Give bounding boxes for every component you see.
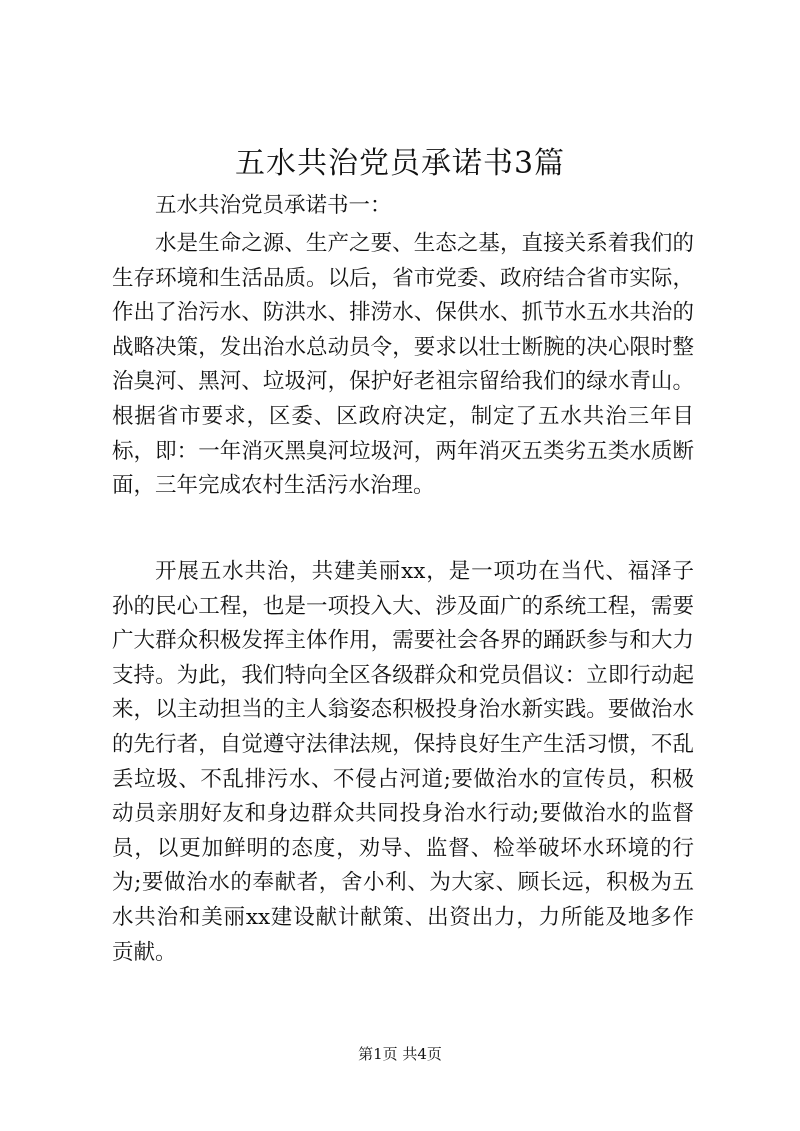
paragraph-body-1: 水是生命之源、生产之要、生态之基，直接关系着我们的生存环境和生活品质。以后，省市党委、政府结合省市实际，作出了治污水、防洪水、排涝水、保供水、抓节水五水共治的战略决策，发出治水总动员令，要求以壮士断腕的决心限时整治臭河、黑河、垃圾河，保护好老祖宗留给我们的绿水青山。根据省市要求，区委、区政府决定，制定了五水共治三年目标，即：一年消灭黑臭河垃圾河，两年消灭五类劣五类水质断面，三年完成农村生活污水治理。 [112, 231, 694, 499]
document-title: 五水共治党员承诺书3篇 [234, 146, 566, 181]
paragraph-body-2: 开展五水共治，共建美丽xx，是一项功在当代、福泽子孙的民心工程，也是一项投入大、涉及面广的系统工程，需要广大群众积极发挥主体作用，需要社会各界的踊跃参与和大力支持。为此，我们特向全区各级群众和党员倡议：立即行动起来，以主动担当的主人翁姿态积极投身治水新实践。要做治水的先行者，自觉遵守法律法规，保持良好生产生活习惯，不乱丢垃圾、不乱排污水、不侵占河道;要做治水的宣传员，积极动员亲朋好友和身边群众共同投身治水行动;要做治水的监督员，以更加鲜明的态度，劝导、监督、检举破坏水环境的行为;要做治水的奉献者，舍小利、为大家、顾长远，积极为五水共治和美丽xx建设献计献策、出资出力，力所能及地多作贡献。 [112, 559, 694, 965]
paragraph-heading: 五水共治党员承诺书一： [155, 193, 392, 218]
page-number: 第1页 共4页 [358, 1045, 442, 1063]
